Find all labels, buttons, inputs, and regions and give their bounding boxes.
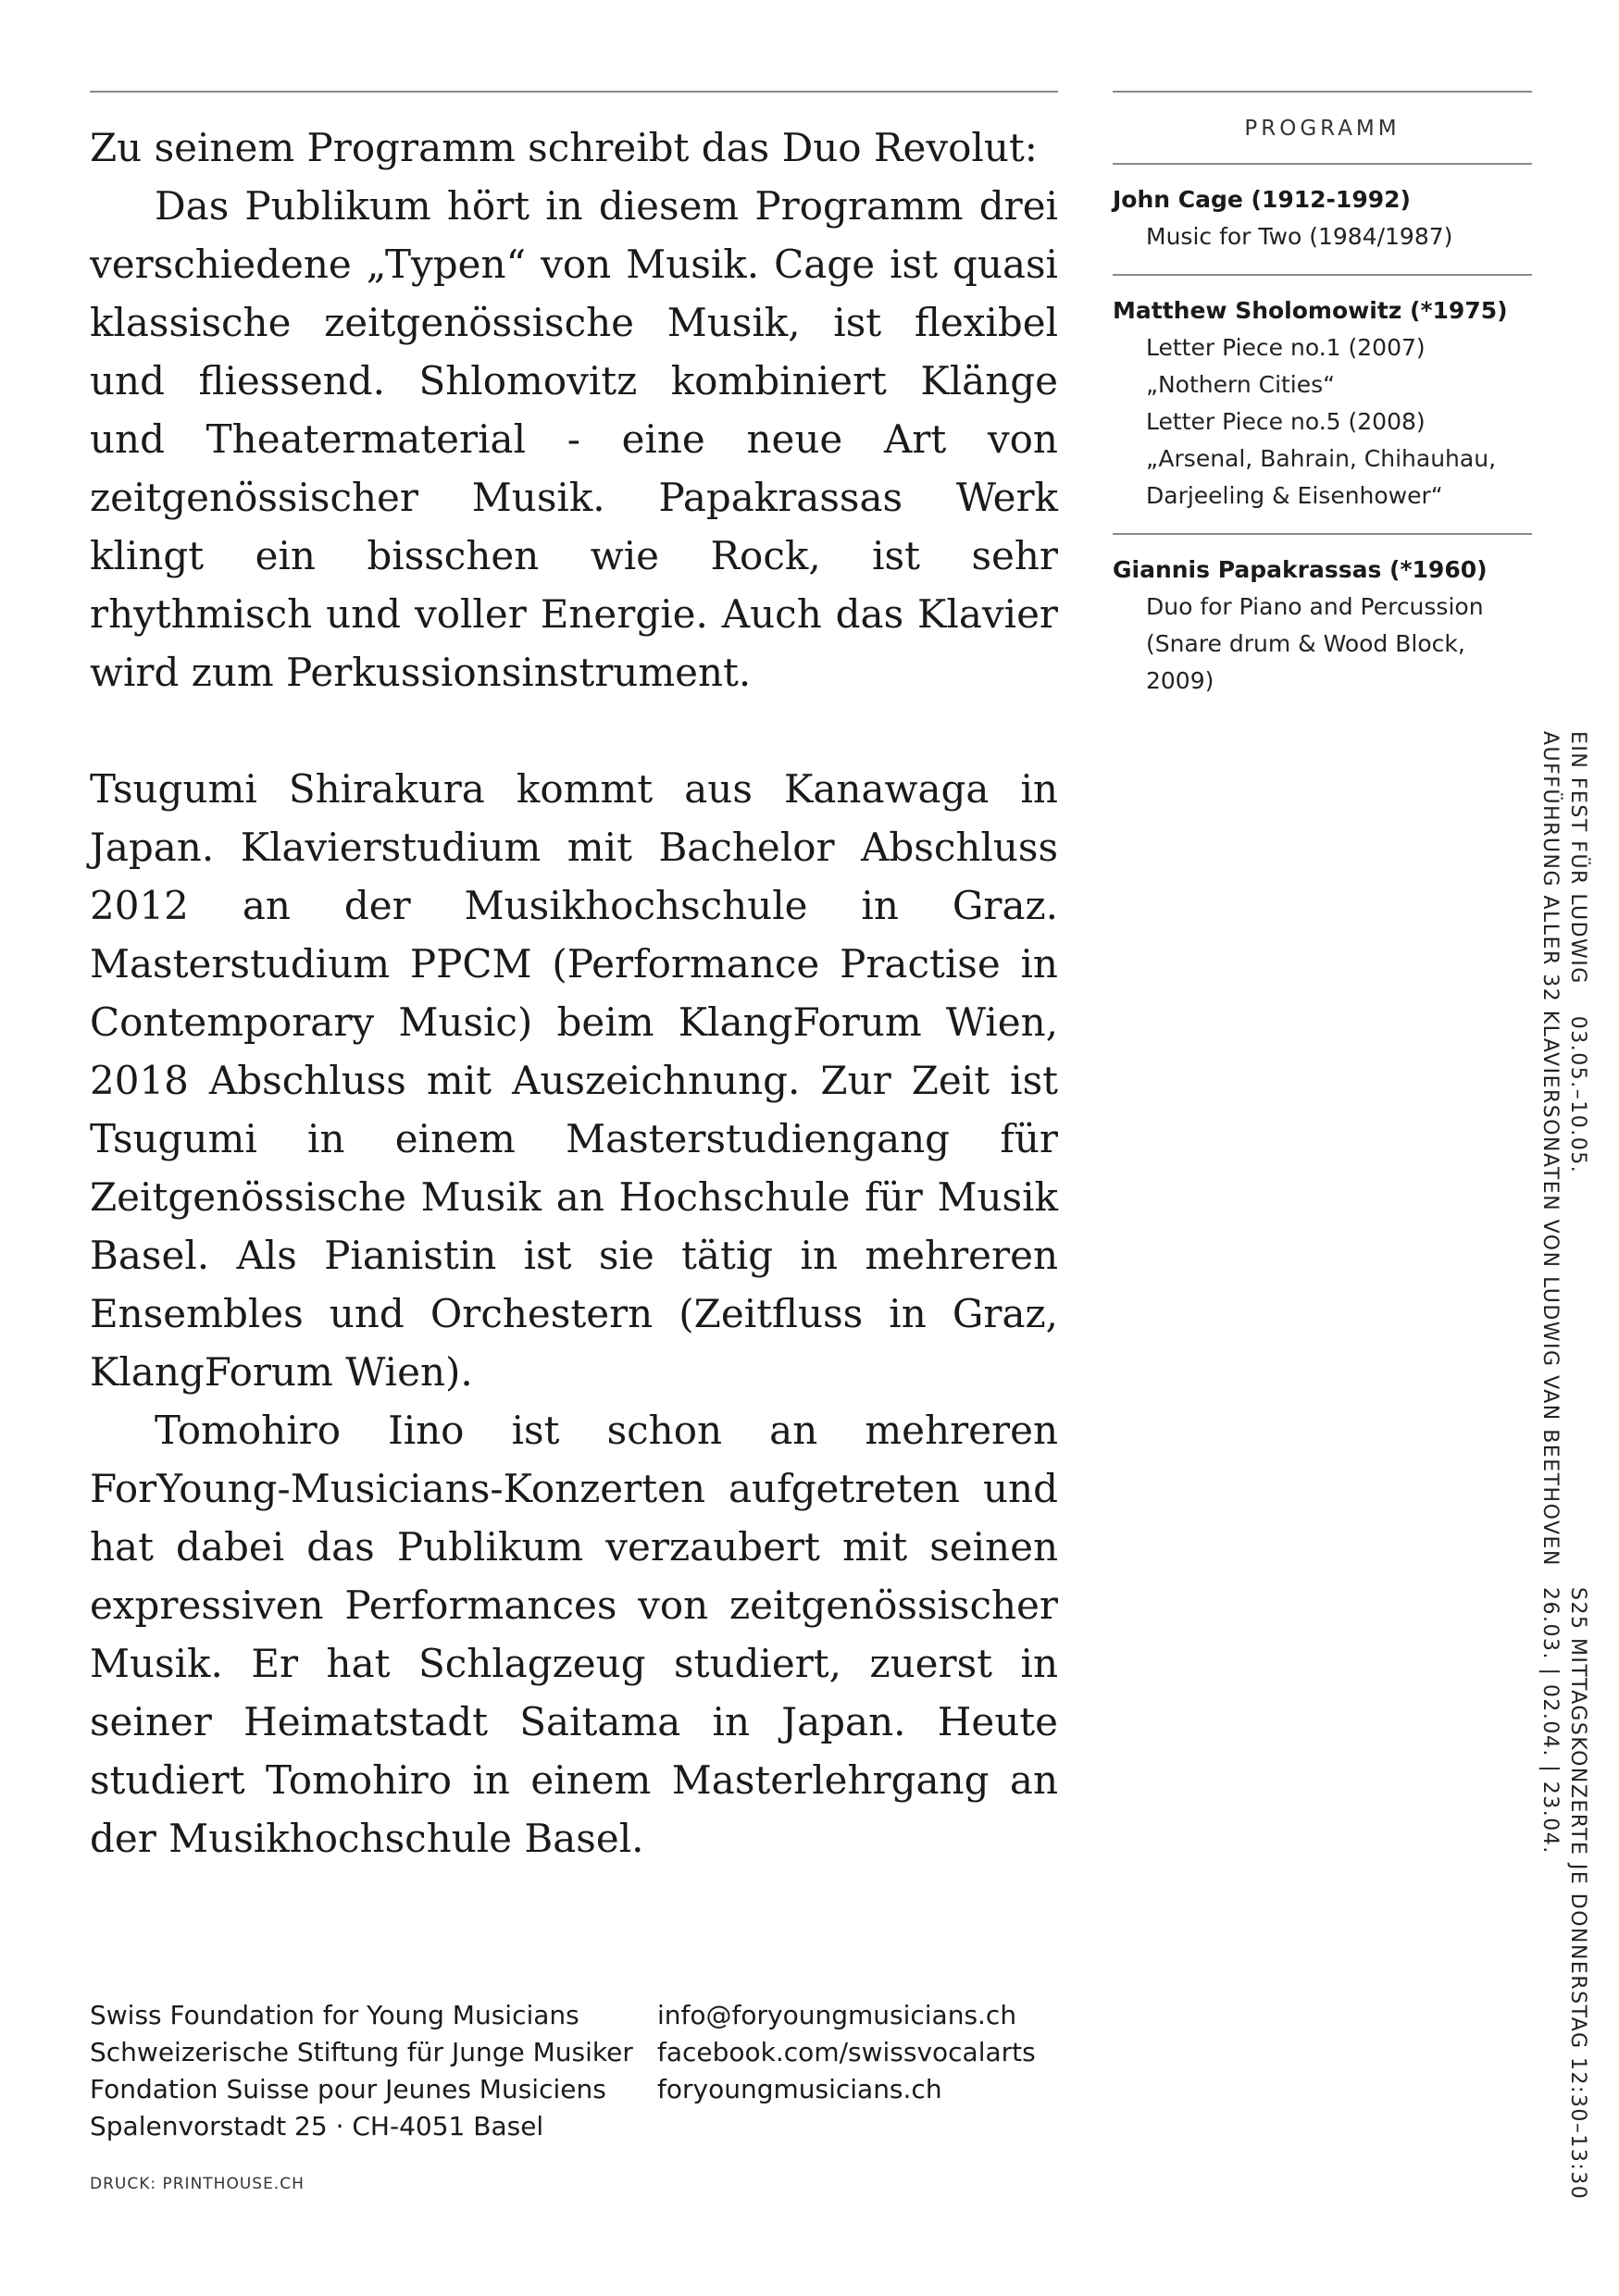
program-item-cage (1113, 165, 1532, 276)
festival-title: EIN FEST FÜR LUDWIG 03.05.–10.05. (1566, 731, 1589, 1174)
main-text-column (90, 118, 1058, 1868)
work-title: „Nothern Cities“ (1146, 371, 1336, 398)
foundation-address (90, 1997, 633, 2145)
festival-subtitle: AUFFÜHRUNG ALLER 32 KLAVIERSONATEN VON LUDWIG VAN BEETHOVEN (1538, 731, 1562, 1567)
composer-name: Giannis Papakrassas (*1960) (1113, 556, 1488, 583)
work-title: 2009) (1146, 667, 1214, 694)
bio-iino: Tomohiro Iino ist schon an mehreren ForYoung-Musicians-Konzerten aufgetreten und hat dabei das Publikum verzaubert mit seinen expressiven Performances von zeitgenössischer Musik. Er hat Schlagzeug studiert, zuerst in seiner Heimatstadt Saitama in Japan. Heute studiert Tomohiro in einem Masterlehrgang an der Musikhochschule Basel. (90, 1408, 1058, 1861)
intro-line: Zu seinem Programm schreibt das Duo Revolut: (90, 125, 1038, 170)
work-title: (Snare drum & Wood Block, (1146, 630, 1465, 657)
concert-vertical-text (1536, 1587, 1591, 2200)
bio-shirakura: Tsugumi Shirakura kommt aus Kanawaga in Japan. Klavierstudium mit Bachelor Abschluss 2012 an der Musikhochschule in Graz. Masterstudium PPCM (Performance Practise in Contemporary Music) beim KlangForum Wien, 2018 Abschluss mit Auszeichnung. Zur Zeit ist Tsugumi in einem Masterstudiengang für Zeitgenössische Musik an Hochschule für Musik Basel. Als Pianistin ist sie tätig in mehreren Ensembles und Orchestern (Zeitfluss in Graz, KlangForum Wien). (90, 766, 1058, 1395)
program-item-sholomowitz (1113, 276, 1532, 535)
foundation-name-de: Schweizerische Stiftung für Junge Musiker (90, 2037, 633, 2067)
composer-name: John Cage (1912-1992) (1113, 186, 1411, 213)
program-item-papakrassas (1113, 535, 1532, 718)
work-title: Letter Piece no.5 (2008) (1146, 408, 1426, 435)
concert-dates: 26.03. | 02.04. | 23.04. (1538, 1587, 1562, 1855)
work-title: Darjeeling & Eisenhower“ (1146, 482, 1443, 509)
email-link[interactable]: info@foryoungmusicians.ch (657, 2000, 1017, 2030)
composer-name: Matthew Sholomowitz (*1975) (1113, 297, 1508, 324)
contact-info (657, 1997, 1036, 2108)
top-divider (90, 91, 1058, 93)
concert-series: S25 MITTAGSKONZERTE JE DONNERSTAG 12:30–13:30 (1566, 1587, 1589, 2201)
foundation-name-fr: Fondation Suisse pour Jeunes Musiciens (90, 2074, 606, 2104)
work-title: Music for Two (1984/1987) (1146, 223, 1453, 250)
foundation-street: Spalenvorstadt 25 · CH-4051 Basel (90, 2111, 544, 2141)
printer-credit: DRUCK: PRINTHOUSE.CH (90, 2175, 305, 2193)
work-title: Letter Piece no.1 (2007) (1146, 334, 1426, 361)
program-list (1113, 91, 1532, 718)
facebook-link[interactable]: facebook.com/swissvocalarts (657, 2037, 1036, 2067)
foundation-name-en: Swiss Foundation for Young Musicians (90, 2000, 579, 2030)
work-title: Duo for Piano and Percussion (1146, 593, 1484, 620)
work-title: „Arsenal, Bahrain, Chihauhau, (1146, 445, 1497, 472)
festival-vertical-text (1536, 731, 1591, 1567)
program-heading: PROGRAMM (1113, 91, 1532, 165)
website-link[interactable]: foryoungmusicians.ch (657, 2074, 942, 2104)
program-description: Das Publikum hört in diesem Programm drei verschiedene „Typen“ von Musik. Cage ist quasi klassische zeitgenössische Musik, ist flexibel und fliessend. Shlomovitz kombiniert Klänge und Theatermaterial - eine neue Art von zeitgenössischer Musik. Papakrassas Werk klingt ein bisschen wie Rock, ist sehr rhythmisch und voller Energie. Auch das Klavier wird zum Perkussionsinstrument. (90, 183, 1058, 695)
